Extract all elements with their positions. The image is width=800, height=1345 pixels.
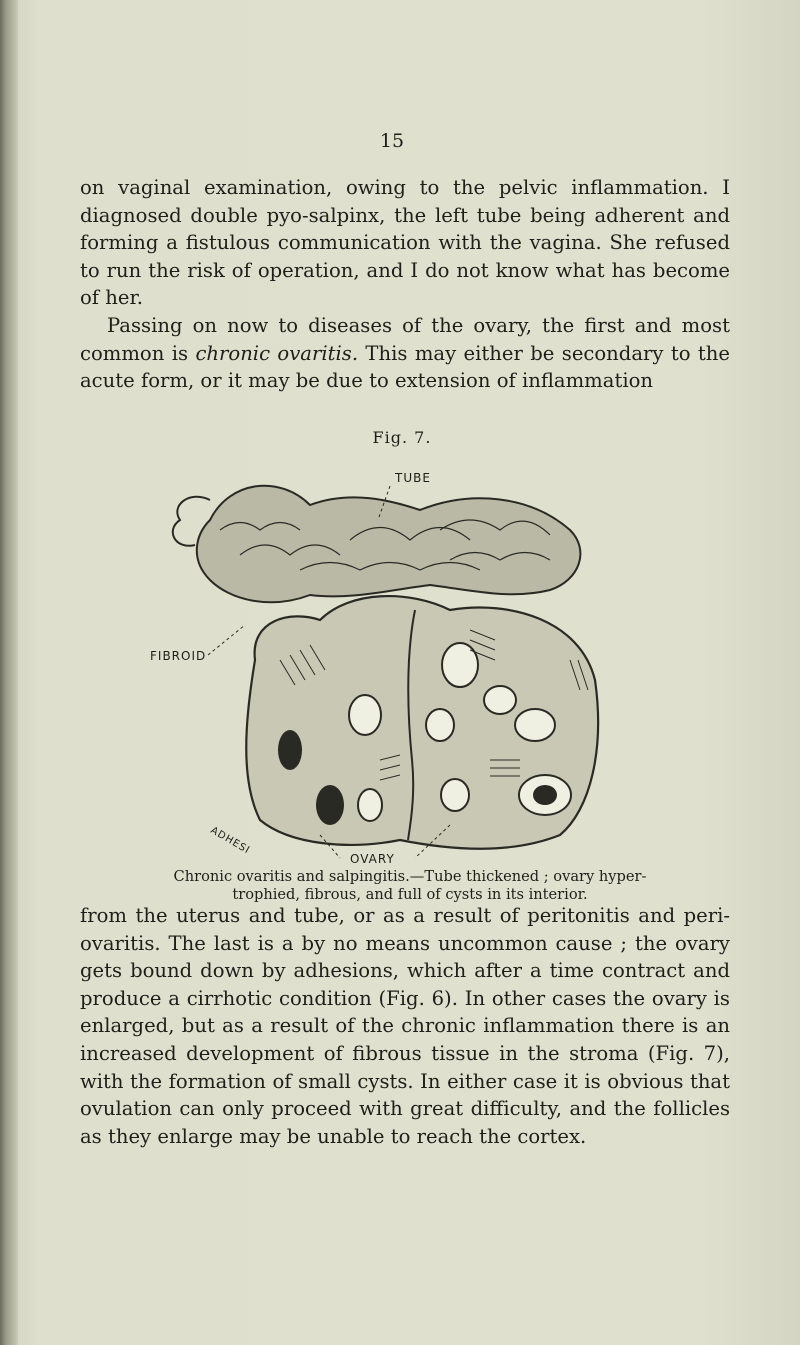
- paragraph-2-text-start: Passing on now to diseases of the ovary, the first and most common is: [80, 314, 730, 365]
- label-fibroid: FIBROID: [150, 649, 207, 663]
- caption-line-2: trophied, fibrous, and full of cysts in its interior.: [232, 886, 588, 903]
- paragraph-1: on vaginal examination, owing to the pelvic inflammation. I diagnosed double pyo-salpinx, the left tube being adherent and forming a fistulous communication with the vagina. She refused to run the risk of operation, and I do not know what has become of her.: [80, 176, 730, 310]
- caption-line-1: Chronic ovaritis and salpingitis.—Tube thickened ; ovary hyper-: [173, 868, 647, 885]
- figure-illustration: [150, 460, 630, 865]
- tube-mass: [197, 486, 581, 603]
- paragraph-2: [80, 312, 730, 395]
- figure-caption: [90, 868, 730, 904]
- label-tube: TUBE: [395, 471, 431, 485]
- fibroid-pointer: [208, 625, 245, 655]
- term-chronic-ovaritis: chronic ovaritis.: [195, 341, 359, 365]
- page-number: 15: [379, 130, 405, 152]
- paragraph-3: from the uterus and tube, or as a result of peritonitis and peri-ovaritis. The last is a by no means uncommon cause ; the ovary gets bound down by adhesions, which after a time contract and produce a cirrhotic condition (Fig. 6). In other cases the ovary is enlarged, but as a result of the chronic inflammation there is an increased development of fibrous tissue in the stroma (Fig. 7), with the formation of small cysts. In either case it is obvious that ovulation can only proceed with great difficulty, and the follicles as they enlarge may be unable to reach the cortex.: [80, 904, 730, 1148]
- ovary-tube-illustration: [150, 460, 630, 865]
- book-spine-edge: [0, 0, 18, 1345]
- label-ovary: OVARY: [350, 852, 395, 865]
- label-adhesion: ADHESI: [208, 825, 252, 857]
- figure-label: Fig. 7.: [372, 428, 432, 447]
- paragraph-2-text-end: This may either be secondary to the acute form, or it may be due to extension of inflammation: [80, 341, 730, 393]
